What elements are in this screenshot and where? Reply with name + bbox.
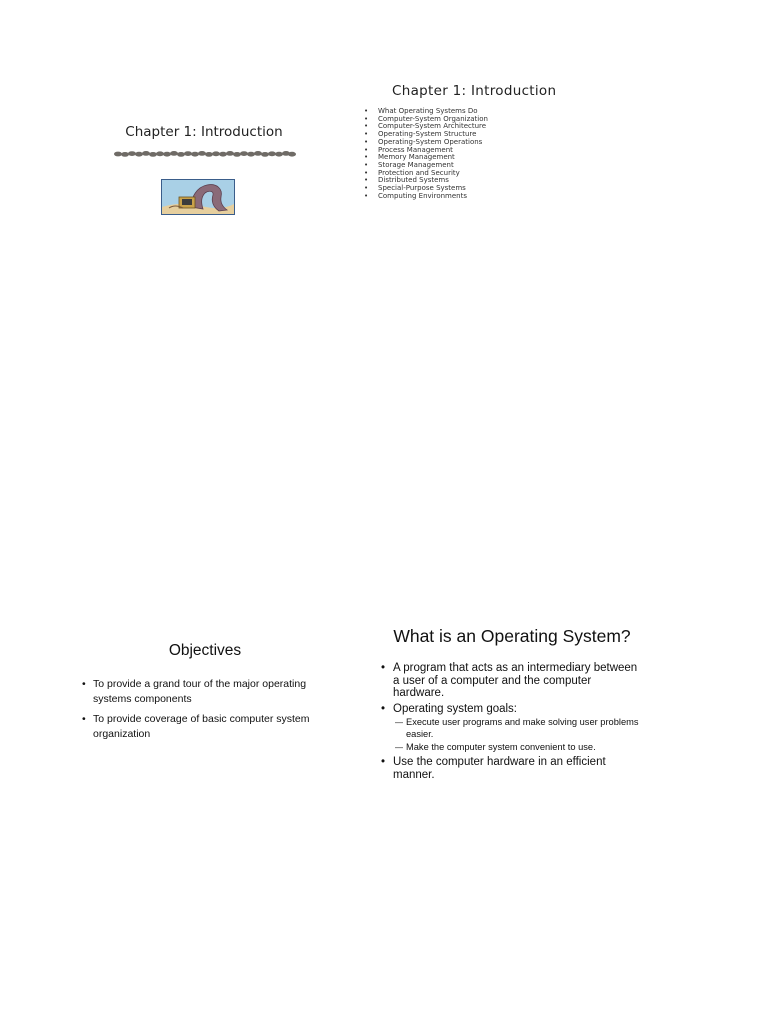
list-item: • Computer-System Architecture	[364, 123, 488, 131]
slide-2-title: Chapter 1: Introduction	[392, 83, 557, 99]
list-item-text: • Use the computer hardware in an efficient manner.	[393, 756, 606, 781]
slide-1-title: Chapter 1: Introduction	[125, 124, 283, 140]
list-item: • Distributed Systems	[364, 177, 488, 185]
list-item: • Computing Environments	[364, 193, 488, 201]
list-item	[381, 662, 641, 700]
list-item-text: • A program that acts as an intermediary between a user of a computer and the computer hardware.	[393, 662, 638, 700]
list-item: • Operating-System Operations	[364, 139, 488, 147]
sub-list-item: — Execute user programs and make solving user problems easier.	[393, 717, 644, 740]
sub-list-item: — Make the computer system convenient to use.	[393, 742, 644, 753]
slide-3-title: Objectives	[168, 642, 242, 659]
list-item	[381, 703, 641, 753]
list-item: • Operating-System Structure	[364, 131, 488, 139]
slide-4-title: What is an Operating System?	[393, 626, 631, 646]
list-item: • To provide coverage of basic computer system organization	[82, 712, 342, 742]
slide-2-topic-list	[364, 108, 488, 200]
decorative-rope-divider	[114, 150, 296, 158]
objectives-list	[82, 677, 342, 747]
dinosaur-computer-illustration	[161, 179, 235, 215]
list-item: • Special-Purpose Systems	[364, 185, 488, 193]
list-item: • What Operating Systems Do	[364, 108, 488, 116]
list-item: • Memory Management	[364, 154, 488, 162]
list-item-text: • Operating system goals:	[393, 702, 518, 715]
list-item: • Storage Management	[364, 162, 488, 170]
list-item: • To provide a grand tour of the major operating systems components	[82, 677, 342, 707]
list-item: • Computer-System Organization	[364, 116, 488, 124]
list-item	[381, 756, 641, 781]
list-item: • Protection and Security	[364, 170, 488, 178]
sub-list	[393, 717, 641, 753]
os-definition-list	[381, 662, 641, 784]
list-item: • Process Management	[364, 147, 488, 155]
